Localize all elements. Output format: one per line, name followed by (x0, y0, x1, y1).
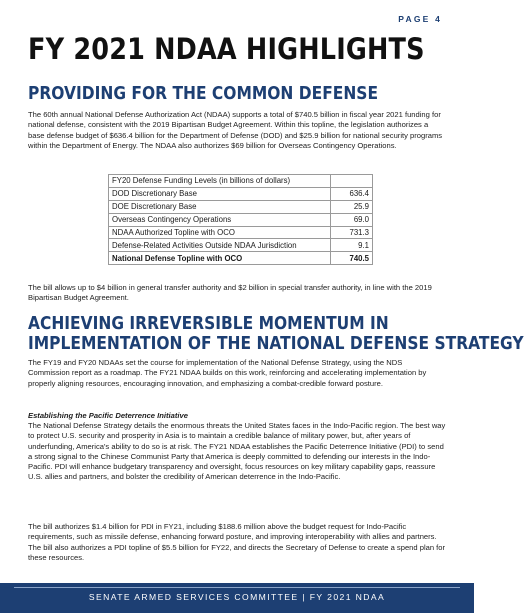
page-number: PAGE 4 (398, 14, 442, 24)
intro-paragraph: The 60th annual National Defense Authorization Act (NDAA) supports a total of $740.5 billion in fiscal year 2021 funding for national defense, consistent with the 2019 Bipartisan Budget Agreement. Within this topline, the legislation authorizes a base defense budget of $636.4 billion for the Department of Defense (DOD) and $25.9 billion for national security programs within the Department of Energy. The NDAA also authorizes $69 billion for Overseas Contingency Operations. (28, 110, 443, 150)
funding-table (108, 174, 373, 265)
table-row (109, 226, 373, 239)
row-value: 9.1 (331, 239, 373, 252)
row-label: DOD Discretionary Base (109, 187, 331, 200)
nds-intro-paragraph: The FY19 and FY20 NDAAs set the course for implementation of the National Defense Strategy, using the NDS Commission report as a roadmap. The FY21 NDAA builds on this work, reinforcing and accelerating implementation by properly aligning resources, encouraging innovation, and emphasizing a combat-credible forward posture. (28, 358, 427, 388)
table-row (109, 200, 373, 213)
pdi-subheading: Establishing the Pacific Deterrence Initiative (28, 411, 188, 420)
section-heading-nds-line2: IMPLEMENTATION OF THE NATIONAL DEFENSE STRATEGY (28, 333, 524, 354)
row-value: 731.3 (331, 226, 373, 239)
total-value: 740.5 (331, 252, 373, 265)
table-row (109, 213, 373, 226)
footer-text: SENATE ARMED SERVICES COMMITTEE | FY 2021 NDAA (88, 592, 386, 602)
table-row (109, 239, 373, 252)
row-label: NDAA Authorized Topline with OCO (109, 226, 331, 239)
footer-divider (14, 587, 460, 588)
section-heading-nds-line1: ACHIEVING IRREVERSIBLE MOMENTUM IN (28, 313, 389, 334)
row-value: 25.9 (331, 200, 373, 213)
row-label: Overseas Contingency Operations (109, 213, 331, 226)
row-value: 69.0 (331, 213, 373, 226)
section-heading-common-defense: PROVIDING FOR THE COMMON DEFENSE (28, 83, 379, 104)
page-title: FY 2021 NDAA HIGHLIGHTS (28, 32, 425, 66)
row-value: 636.4 (331, 187, 373, 200)
table-header-row (109, 175, 373, 188)
table-row (109, 187, 373, 200)
row-label: DOE Discretionary Base (109, 200, 331, 213)
table-header-value-cell (331, 175, 373, 188)
transfer-authority-paragraph: The bill allows up to $4 billion in general transfer authority and $2 billion in special transfer authority, in line with the 2019 Bipartisan Budget Agreement. (28, 283, 432, 303)
table-total-row (109, 252, 373, 265)
total-label: National Defense Topline with OCO (109, 252, 331, 265)
table-header-cell: FY20 Defense Funding Levels (in billions of dollars) (109, 175, 331, 188)
row-label: Defense-Related Activities Outside NDAA Jurisdiction (109, 239, 331, 252)
pdi-body-paragraph: The National Defense Strategy details the enormous threats the United States faces in the Indo-Pacific region. The best way to protect U.S. security and prosperity in Asia is to maintain a credible balance of military power, but, after years of underfunding, America's ability to do so is at risk. The FY21 NDAA establishes the Pacific Deterrence Initiative (PDI) to send a strong signal to the Chinese Communist Party that America is deeply committed to defending our interests in the Indo-Pacific. PDI will enhance budgetary transparency and oversight, focus resources on key military capability gaps, reassure U.S. allies and partners, and bolster the credibility of American deterrence in the Indo-Pacific. (28, 421, 446, 482)
pdi-funding-paragraph: The bill authorizes $1.4 billion for PDI in FY21, including $188.6 million above the budget request for Indo-Pacific requirements, such as missile defense, enhancing forward posture, and improving interoperability with allies and partners. The bill also authorizes a PDI topline of $5.5 billion for FY22, and directs the Secretary of Defense to create a spend plan for these resources. (28, 522, 446, 562)
